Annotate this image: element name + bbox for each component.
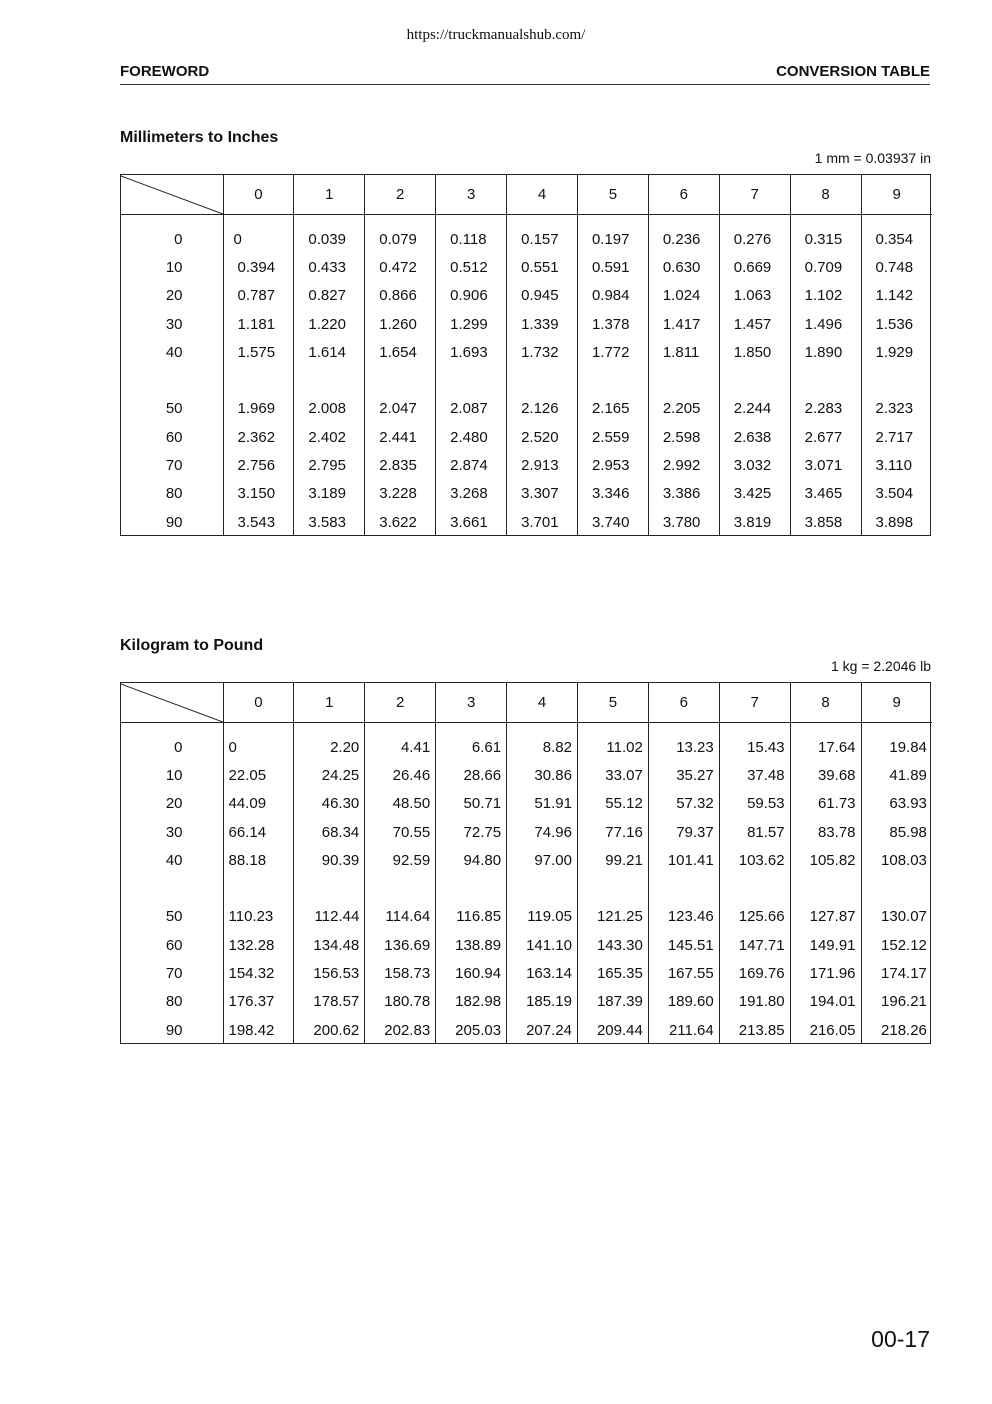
table-cell: 2.20 — [294, 723, 365, 762]
table-cell: 130.07 — [861, 903, 932, 931]
table-cell: 1.536 — [861, 310, 932, 338]
table-cell: 46.30 — [294, 790, 365, 818]
row-header: 50 — [165, 400, 183, 418]
column-header: 9 — [861, 683, 932, 723]
table-cell: 3.898 — [861, 508, 932, 536]
table-cell: 88.18 — [223, 846, 294, 874]
table-cell: 189.60 — [648, 988, 719, 1016]
table-cell: 26.46 — [365, 761, 436, 789]
table-cell: 92.59 — [365, 846, 436, 874]
table-cell: 77.16 — [577, 818, 648, 846]
table-cell: 108.03 — [861, 846, 932, 874]
table-cell: 156.53 — [294, 959, 365, 987]
table-cell: 0.945 — [507, 282, 578, 310]
table-cell: 33.07 — [577, 761, 648, 789]
row-header: 50 — [165, 908, 183, 926]
table-cell: 2.087 — [436, 395, 507, 423]
table-row — [121, 508, 932, 536]
row-header: 30 — [165, 315, 183, 333]
table-cell: 2.874 — [436, 451, 507, 479]
table-cell: 169.76 — [719, 959, 790, 987]
table-cell: 2.756 — [223, 451, 294, 479]
row-header: 0 — [174, 738, 183, 756]
table-cell: 180.78 — [365, 988, 436, 1016]
column-header: 8 — [790, 175, 861, 215]
table-cell: 2.205 — [648, 395, 719, 423]
table-cell: 1.339 — [507, 310, 578, 338]
table-cell: 6.61 — [436, 723, 507, 762]
table-cell: 1.299 — [436, 310, 507, 338]
table-cell: 0.984 — [577, 282, 648, 310]
table-cell: 1.102 — [790, 282, 861, 310]
table-cell: 141.10 — [507, 931, 578, 959]
corner-diagonal-line — [121, 175, 223, 215]
column-header: 7 — [719, 683, 790, 723]
table-cell: 11.02 — [577, 723, 648, 762]
table-cell: 0.157 — [507, 215, 578, 254]
mm-to-inches-table — [120, 174, 931, 536]
table-cell: 97.00 — [507, 846, 578, 874]
table-cell: 138.89 — [436, 931, 507, 959]
table-cell: 99.21 — [577, 846, 648, 874]
table-cell: 0.354 — [861, 215, 932, 254]
table-cell: 121.25 — [577, 903, 648, 931]
table-row — [121, 1016, 932, 1044]
table-cell: 105.82 — [790, 846, 861, 874]
table-cell: 0.827 — [294, 282, 365, 310]
table-row — [121, 310, 932, 338]
table-cell: 171.96 — [790, 959, 861, 987]
table-title: Kilogram to Pound — [120, 637, 264, 654]
table-cell: 63.93 — [861, 790, 932, 818]
table-cell: 103.62 — [719, 846, 790, 874]
table-cell: 37.48 — [719, 761, 790, 789]
table-cell: 79.37 — [648, 818, 719, 846]
table-cell: 163.14 — [507, 959, 578, 987]
table-cell: 0.315 — [790, 215, 861, 254]
table-cell: 1.181 — [223, 310, 294, 338]
table-cell: 1.142 — [861, 282, 932, 310]
table-cell: 2.362 — [223, 423, 294, 451]
table-cell: 81.57 — [719, 818, 790, 846]
mm-to-inches-section — [120, 129, 931, 539]
table-cell: 134.48 — [294, 931, 365, 959]
table-cell: 90.39 — [294, 846, 365, 874]
table-cell: 136.69 — [365, 931, 436, 959]
table-cell: 3.622 — [365, 508, 436, 536]
table-cell: 2.126 — [507, 395, 578, 423]
table-cell: 0.709 — [790, 253, 861, 281]
column-header: 5 — [577, 683, 648, 723]
table-row — [121, 480, 932, 508]
table-cell: 174.17 — [861, 959, 932, 987]
row-group-spacer — [121, 366, 932, 394]
table-cell: 3.189 — [294, 480, 365, 508]
table-cell: 1.220 — [294, 310, 365, 338]
table-cell: 119.05 — [507, 903, 578, 931]
table-cell: 1.654 — [365, 338, 436, 366]
table-cell: 2.283 — [790, 395, 861, 423]
table-cell: 68.34 — [294, 818, 365, 846]
table-cell: 55.12 — [577, 790, 648, 818]
table-cell: 0.906 — [436, 282, 507, 310]
table-cell: 51.91 — [507, 790, 578, 818]
table-cell: 3.740 — [577, 508, 648, 536]
row-header: 10 — [165, 258, 183, 276]
page-number: 00-17 — [871, 1326, 930, 1352]
table-cell: 1.417 — [648, 310, 719, 338]
table-cell: 4.41 — [365, 723, 436, 762]
table-row — [121, 988, 932, 1016]
table-cell: 94.80 — [436, 846, 507, 874]
table-corner-cell — [121, 683, 223, 723]
table-cell: 1.378 — [577, 310, 648, 338]
column-header: 8 — [790, 683, 861, 723]
table-cell: 158.73 — [365, 959, 436, 987]
table-cell: 196.21 — [861, 988, 932, 1016]
table-row — [121, 253, 932, 281]
row-header: 90 — [165, 1021, 183, 1039]
table-cell: 0.276 — [719, 215, 790, 254]
table-cell: 110.23 — [223, 903, 294, 931]
table-cell: 61.73 — [790, 790, 861, 818]
table-header-row — [121, 683, 932, 723]
table-cell: 0 — [223, 215, 294, 254]
table-cell: 2.441 — [365, 423, 436, 451]
table-cell: 116.85 — [436, 903, 507, 931]
row-header: 40 — [165, 851, 183, 869]
table-cell: 123.46 — [648, 903, 719, 931]
table-cell: 1.969 — [223, 395, 294, 423]
table-cell: 1.496 — [790, 310, 861, 338]
table-cell: 3.465 — [790, 480, 861, 508]
table-cell: 114.64 — [365, 903, 436, 931]
table-cell: 3.661 — [436, 508, 507, 536]
column-header: 7 — [719, 175, 790, 215]
table-title: Millimeters to Inches — [120, 129, 279, 146]
table-cell: 13.23 — [648, 723, 719, 762]
table-cell: 0.551 — [507, 253, 578, 281]
table-cell: 2.323 — [861, 395, 932, 423]
table-cell: 3.504 — [861, 480, 932, 508]
table-cell: 145.51 — [648, 931, 719, 959]
table-cell: 35.27 — [648, 761, 719, 789]
table-cell: 1.929 — [861, 338, 932, 366]
kg-to-pound-section — [120, 637, 931, 1047]
table-cell: 0.197 — [577, 215, 648, 254]
table-cell: 17.64 — [790, 723, 861, 762]
table-row — [121, 959, 932, 987]
conversion-factor: 1 mm = 0.03937 in — [814, 150, 931, 166]
table-cell: 0.630 — [648, 253, 719, 281]
table-cell: 70.55 — [365, 818, 436, 846]
table-cell: 1.063 — [719, 282, 790, 310]
table-row — [121, 395, 932, 423]
table-cell: 19.84 — [861, 723, 932, 762]
table-row — [121, 423, 932, 451]
table-cell: 0.512 — [436, 253, 507, 281]
table-cell: 2.638 — [719, 423, 790, 451]
table-cell: 1.575 — [223, 338, 294, 366]
kg-to-pound-table — [120, 682, 931, 1044]
table-cell: 198.42 — [223, 1016, 294, 1044]
table-cell: 0.394 — [223, 253, 294, 281]
table-cell: 2.480 — [436, 423, 507, 451]
table-cell: 41.89 — [861, 761, 932, 789]
table-cell: 191.80 — [719, 988, 790, 1016]
table-cell: 3.858 — [790, 508, 861, 536]
table-cell: 1.693 — [436, 338, 507, 366]
table-cell: 112.44 — [294, 903, 365, 931]
table-cell: 83.78 — [790, 818, 861, 846]
column-header: 5 — [577, 175, 648, 215]
table-cell: 185.19 — [507, 988, 578, 1016]
table-cell: 3.268 — [436, 480, 507, 508]
table-cell: 218.26 — [861, 1016, 932, 1044]
column-header: 4 — [507, 683, 578, 723]
table-cell: 1.850 — [719, 338, 790, 366]
table-cell: 3.780 — [648, 508, 719, 536]
table-cell: 30.86 — [507, 761, 578, 789]
table-cell: 3.386 — [648, 480, 719, 508]
column-header: 4 — [507, 175, 578, 215]
column-header: 3 — [436, 175, 507, 215]
row-header: 40 — [165, 343, 183, 361]
table-cell: 154.32 — [223, 959, 294, 987]
table-cell: 178.57 — [294, 988, 365, 1016]
table-cell: 167.55 — [648, 959, 719, 987]
row-header: 60 — [165, 936, 183, 954]
table-cell: 213.85 — [719, 1016, 790, 1044]
row-group-spacer — [121, 874, 932, 902]
table-cell: 8.82 — [507, 723, 578, 762]
table-cell: 3.032 — [719, 451, 790, 479]
table-cell: 15.43 — [719, 723, 790, 762]
table-cell: 147.71 — [719, 931, 790, 959]
table-cell: 2.559 — [577, 423, 648, 451]
table-cell: 160.94 — [436, 959, 507, 987]
table-cell: 3.110 — [861, 451, 932, 479]
table-cell: 24.25 — [294, 761, 365, 789]
column-header: 1 — [294, 175, 365, 215]
row-header: 90 — [165, 513, 183, 531]
table-cell: 149.91 — [790, 931, 861, 959]
table-cell: 1.890 — [790, 338, 861, 366]
table-cell: 0.748 — [861, 253, 932, 281]
header-page-title: CONVERSION TABLE — [776, 63, 930, 80]
table-cell: 0.236 — [648, 215, 719, 254]
table-cell: 211.64 — [648, 1016, 719, 1044]
table-header-row — [121, 175, 932, 215]
table-row — [121, 723, 932, 762]
table-cell: 22.05 — [223, 761, 294, 789]
table-cell: 216.05 — [790, 1016, 861, 1044]
table-cell: 0.433 — [294, 253, 365, 281]
table-cell: 66.14 — [223, 818, 294, 846]
table-cell: 1.811 — [648, 338, 719, 366]
table-cell: 74.96 — [507, 818, 578, 846]
table-row — [121, 790, 932, 818]
table-cell: 3.228 — [365, 480, 436, 508]
row-header: 60 — [165, 428, 183, 446]
table-cell: 1.732 — [507, 338, 578, 366]
table-cell: 2.717 — [861, 423, 932, 451]
table-cell: 194.01 — [790, 988, 861, 1016]
table-cell: 165.35 — [577, 959, 648, 987]
table-cell: 200.62 — [294, 1016, 365, 1044]
table-row — [121, 451, 932, 479]
column-header: 0 — [223, 683, 294, 723]
table-cell: 127.87 — [790, 903, 861, 931]
header-divider — [120, 84, 930, 85]
table-cell: 1.260 — [365, 310, 436, 338]
table-cell: 3.701 — [507, 508, 578, 536]
row-header: 70 — [165, 457, 183, 475]
table-cell: 2.165 — [577, 395, 648, 423]
table-cell: 205.03 — [436, 1016, 507, 1044]
table-row — [121, 903, 932, 931]
column-header: 2 — [365, 175, 436, 215]
row-header: 80 — [165, 485, 183, 503]
row-header: 80 — [165, 993, 183, 1011]
table-cell: 202.83 — [365, 1016, 436, 1044]
column-header: 2 — [365, 683, 436, 723]
table-cell: 2.795 — [294, 451, 365, 479]
table-corner-cell — [121, 175, 223, 215]
conversion-factor: 1 kg = 2.2046 lb — [830, 658, 931, 674]
table-cell: 3.307 — [507, 480, 578, 508]
table-cell: 2.402 — [294, 423, 365, 451]
column-header: 3 — [436, 683, 507, 723]
table-cell: 2.008 — [294, 395, 365, 423]
table-cell: 207.24 — [507, 1016, 578, 1044]
table-cell: 143.30 — [577, 931, 648, 959]
table-cell: 3.346 — [577, 480, 648, 508]
table-cell: 0.787 — [223, 282, 294, 310]
table-cell: 1.024 — [648, 282, 719, 310]
table-cell: 176.37 — [223, 988, 294, 1016]
table-cell: 0.591 — [577, 253, 648, 281]
table-cell: 3.819 — [719, 508, 790, 536]
table-cell: 3.071 — [790, 451, 861, 479]
table-cell: 1.457 — [719, 310, 790, 338]
row-header: 0 — [174, 230, 183, 248]
table-cell: 3.150 — [223, 480, 294, 508]
row-header: 20 — [165, 795, 183, 813]
table-cell: 0 — [223, 723, 294, 762]
table-row — [121, 338, 932, 366]
table-cell: 2.913 — [507, 451, 578, 479]
table-cell: 39.68 — [790, 761, 861, 789]
row-header: 10 — [165, 766, 183, 784]
table-cell: 0.079 — [365, 215, 436, 254]
table-cell: 28.66 — [436, 761, 507, 789]
table-cell: 2.953 — [577, 451, 648, 479]
table-cell: 187.39 — [577, 988, 648, 1016]
table-cell: 182.98 — [436, 988, 507, 1016]
table-cell: 2.520 — [507, 423, 578, 451]
table-cell: 3.583 — [294, 508, 365, 536]
column-header: 9 — [861, 175, 932, 215]
table-cell: 1.772 — [577, 338, 648, 366]
table-cell: 0.669 — [719, 253, 790, 281]
table-cell: 44.09 — [223, 790, 294, 818]
table-row — [121, 818, 932, 846]
table-row — [121, 761, 932, 789]
row-header: 20 — [165, 287, 183, 305]
table-cell: 2.677 — [790, 423, 861, 451]
table-cell: 2.047 — [365, 395, 436, 423]
column-header: 1 — [294, 683, 365, 723]
table-cell: 48.50 — [365, 790, 436, 818]
table-cell: 125.66 — [719, 903, 790, 931]
column-header: 6 — [648, 175, 719, 215]
table-cell: 1.614 — [294, 338, 365, 366]
source-url: https://truckmanualshub.com/ — [406, 27, 586, 43]
table-row — [121, 846, 932, 874]
table-cell: 50.71 — [436, 790, 507, 818]
table-cell: 2.244 — [719, 395, 790, 423]
table-cell: 57.32 — [648, 790, 719, 818]
table-row — [121, 215, 932, 254]
table-cell: 3.425 — [719, 480, 790, 508]
column-header: 0 — [223, 175, 294, 215]
table-cell: 2.835 — [365, 451, 436, 479]
table-cell: 72.75 — [436, 818, 507, 846]
table-cell: 132.28 — [223, 931, 294, 959]
table-cell: 3.543 — [223, 508, 294, 536]
table-cell: 59.53 — [719, 790, 790, 818]
column-header: 6 — [648, 683, 719, 723]
table-cell: 2.992 — [648, 451, 719, 479]
header-section-title: FOREWORD — [120, 63, 210, 80]
table-cell: 0.039 — [294, 215, 365, 254]
table-cell: 0.472 — [365, 253, 436, 281]
corner-diagonal-line — [121, 683, 223, 723]
table-cell: 152.12 — [861, 931, 932, 959]
table-cell: 209.44 — [577, 1016, 648, 1044]
table-row — [121, 931, 932, 959]
table-cell: 2.598 — [648, 423, 719, 451]
row-header: 70 — [165, 965, 183, 983]
table-cell: 85.98 — [861, 818, 932, 846]
table-row — [121, 282, 932, 310]
row-header: 30 — [165, 823, 183, 841]
table-cell: 101.41 — [648, 846, 719, 874]
table-cell: 0.866 — [365, 282, 436, 310]
table-cell: 0.118 — [436, 215, 507, 254]
